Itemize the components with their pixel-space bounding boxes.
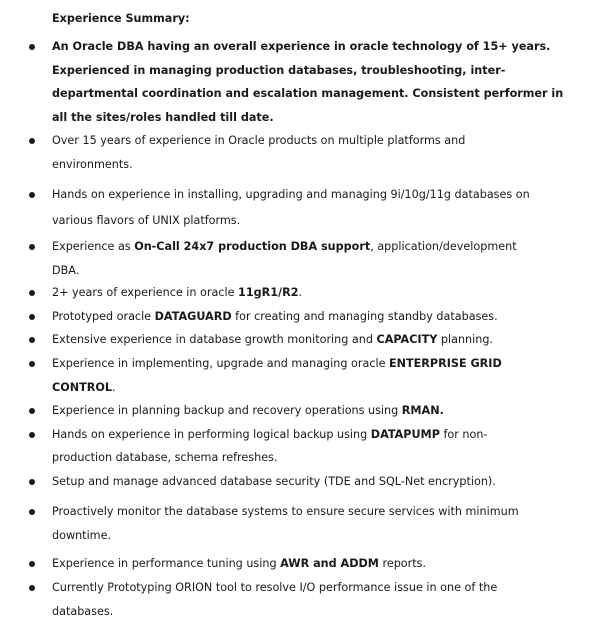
list-item-text (52, 182, 572, 234)
text-run: Extensive experience in database growth monitoring and (52, 333, 377, 346)
text-line (52, 235, 572, 259)
text-run: DBA. (52, 263, 80, 277)
text-line (52, 182, 572, 208)
bullet-icon (29, 138, 35, 144)
bullet-icon (29, 290, 35, 296)
bold-text: ENTERPRISE GRID (389, 357, 502, 370)
text-line (52, 352, 572, 376)
list-item-text (52, 281, 572, 304)
text-line (52, 399, 572, 422)
text-line (52, 500, 572, 524)
text-run: Setup and manage advanced database security (TDE and SQL-Net encryption). (52, 475, 496, 488)
text-run: Experience in performance tuning using (52, 557, 281, 570)
list-item-text (52, 399, 572, 422)
bullet-icon (29, 585, 35, 591)
text-run: Hands on experience in installing, upgrading and managing 9i/10g/11g databases on (52, 188, 530, 201)
bold-text: An Oracle DBA having an overall experience in oracle technology of 15+ years. (52, 40, 551, 53)
text-line (52, 552, 572, 575)
text-run: Over 15 years of experience in Oracle products on multiple platforms and (52, 134, 466, 147)
list-item-text (52, 500, 572, 548)
bullet-icon (29, 479, 35, 485)
bold-text: CAPACITY (376, 333, 438, 346)
text-line (52, 600, 572, 624)
text-run: Experience in planning backup and recovery operations using (52, 404, 402, 417)
text-line (52, 59, 572, 83)
list-item-text (52, 235, 572, 282)
text-run: Experience as (52, 240, 135, 253)
list-item-text (52, 129, 572, 177)
text-run: production database, schema refreshes. (52, 451, 278, 464)
text-run: downtime. (52, 529, 112, 542)
text-run: . (111, 381, 116, 394)
text-line (52, 524, 572, 548)
list-item-text (52, 328, 572, 351)
list-item-text (52, 305, 572, 328)
text-line (52, 82, 572, 106)
bullet-icon (29, 192, 35, 198)
text-run: Proactively monitor the database systems to ensure secure services with minimum (52, 505, 519, 518)
bullet-icon (29, 561, 35, 567)
text-line (52, 376, 572, 400)
bullet-icon (29, 314, 35, 320)
text-line (52, 129, 572, 153)
text-line (52, 281, 572, 304)
text-run: Prototyped oracle (52, 310, 155, 323)
section-heading: Experience Summary: (52, 12, 190, 25)
text-line (52, 106, 572, 130)
text-line (52, 446, 572, 469)
list-item-text (52, 423, 572, 469)
bold-text: CONTROL (52, 381, 112, 394)
bullet-icon (29, 509, 35, 515)
text-run: reports. (378, 557, 427, 570)
text-line (52, 153, 572, 177)
text-line (52, 259, 572, 283)
bold-text: On-Call 24x7 production DBA support (134, 240, 371, 253)
text-run: Experience in implementing, upgrade and managing oracle (52, 357, 390, 370)
bold-text: DATAPUMP (370, 428, 440, 441)
list-item-text (52, 552, 572, 575)
bold-text: RMAN. (401, 404, 444, 417)
text-run: 2+ years of experience in oracle (52, 286, 239, 299)
text-run: planning. (437, 333, 493, 346)
text-line (52, 35, 572, 59)
text-run: for non- (439, 428, 488, 441)
text-run: environments. (52, 158, 133, 171)
list-item-text (52, 35, 572, 129)
bold-text: DATAGUARD (154, 310, 232, 323)
bullet-icon (29, 337, 35, 343)
bullet-icon (29, 408, 35, 414)
bold-text: Experienced in managing production databases, troubleshooting, inter- (52, 63, 506, 77)
text-run: for creating and managing standby databases. (231, 310, 498, 323)
bold-text: 11gR1/R2 (238, 286, 299, 299)
bullet-icon (29, 361, 35, 367)
text-line (52, 208, 572, 234)
bullet-icon (29, 44, 35, 50)
text-line (52, 576, 572, 600)
text-run: various flavors of UNIX platforms. (52, 214, 241, 227)
list-item-text (52, 470, 572, 493)
list-item-text (52, 576, 572, 624)
text-run: Hands on experience in performing logical backup using (52, 428, 371, 441)
text-line (52, 470, 572, 493)
bullet-icon (29, 244, 35, 250)
text-line (52, 305, 572, 328)
list-item-text (52, 352, 572, 400)
bold-text: departmental coordination and escalation management. Consistent performer in (52, 87, 564, 100)
bullet-icon (29, 432, 35, 438)
text-run: , application/development (370, 240, 517, 253)
text-run: databases. (52, 605, 114, 618)
text-line (52, 423, 572, 446)
text-run: Currently Prototyping ORION tool to resolve I/O performance issue in one of the (52, 581, 498, 594)
text-line (52, 328, 572, 351)
text-run: . (298, 286, 303, 299)
bold-text: all the sites/roles handled till date. (52, 110, 274, 124)
bold-text: AWR and ADDM (280, 557, 379, 570)
